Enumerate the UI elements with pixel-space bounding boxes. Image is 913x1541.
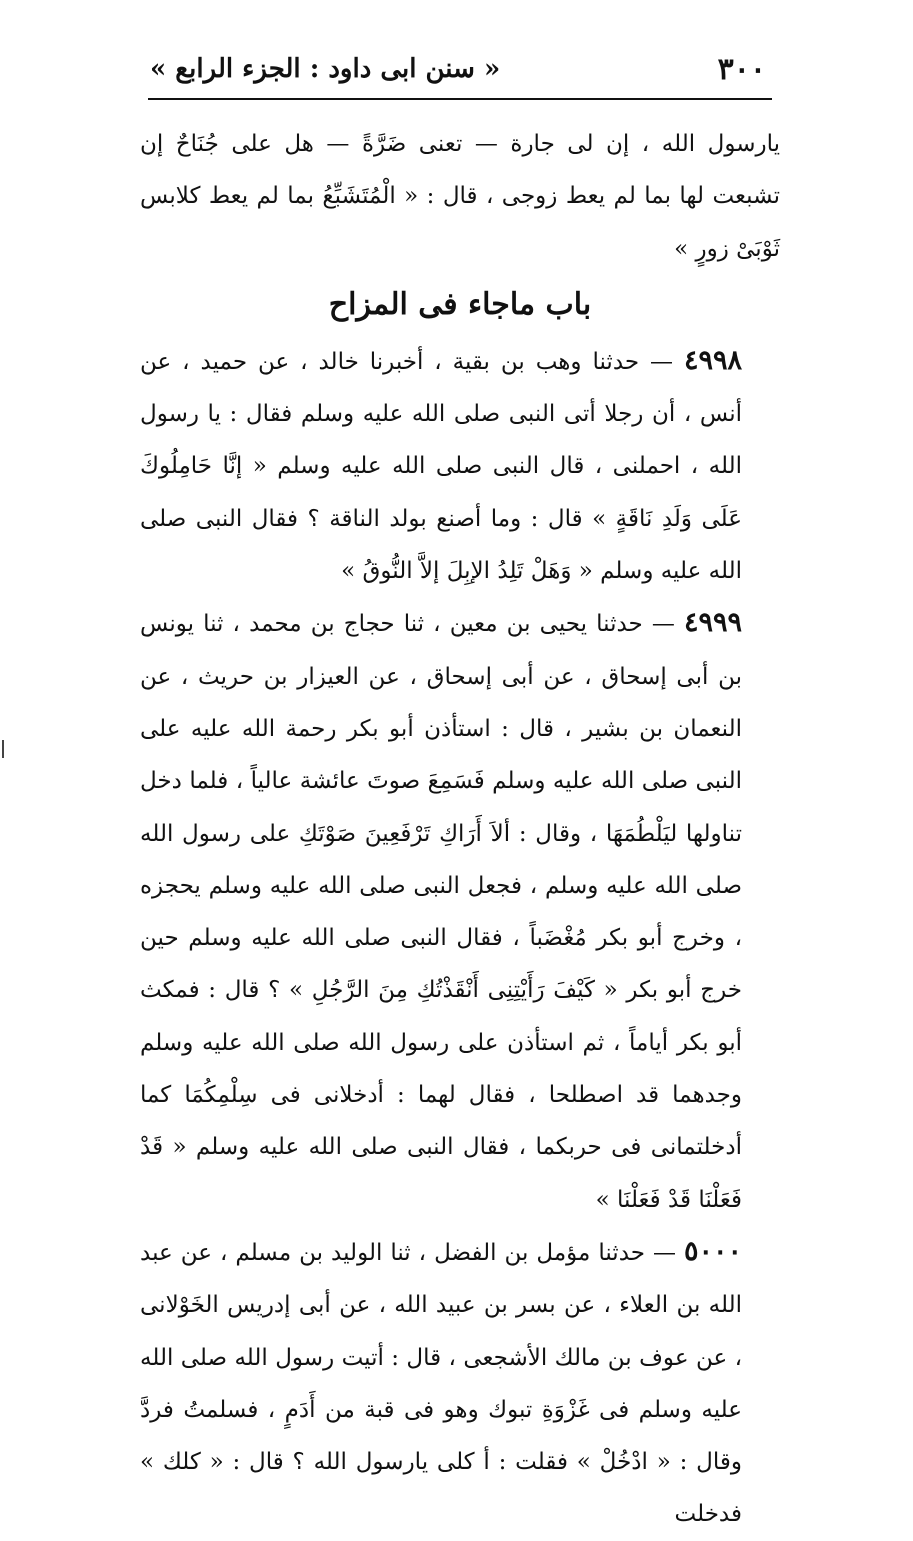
margin-mark: [2, 740, 4, 758]
hadith-text: — حدثنا مؤمل بن الفضل ، ثنا الوليد بن مسلم ، عن عبد الله بن العلاء ، عن بسر بن عبيد الله ، عن أبى إدريس الخَوْلانى ، عن عوف بن مالك الأشجعى ، قال : أتيت رسول الله صلى الله عليه وسلم فى غَزْوَةِ تبوك وهو فى قبة من أَدَمٍ ، فسلمتُ فردَّ وقال : « ادْخُلْ » فقلت : أ كلى يارسول الله ؟ قال : « كلك » فدخلت: [140, 1239, 742, 1528]
hadith-text: — حدثنا وهب بن بقية ، أخبرنا خالد ، عن حميد ، عن أنس ، أن رجلا أتى النبى صلى الله عليه وسلم فقال : يا رسول الله ، احملنى ، قال النبى صلى الله عليه وسلم « إنَّا حَامِلُوكَ عَلَى وَلَدِ نَاقَةٍ » قال : وما أصنع بولد الناقة ؟ فقال النبى صلى الله عليه وسلم « وَهَلْ تَلِدُ الإبِلَ إلاَّ النُّوقُ »: [140, 348, 742, 585]
hadith-paragraph-4998: [140, 335, 780, 597]
header-rule: [148, 98, 772, 100]
chapter-title: باب ماجاء فى المزاح: [328, 286, 592, 322]
hadith-number: ٤٩٩٩: [683, 607, 742, 639]
hadith-number: ٤٩٩٨: [683, 344, 742, 376]
hadith-paragraph-4999: [140, 597, 780, 1226]
hadith-text: — حدثنا يحيى بن معين ، ثنا حجاج بن محمد ، ثنا يونس بن أبى إسحاق ، عن أبى إسحاق ، عن العيزار بن حريث ، عن النعمان بن بشير ، قال : استأذن أبو بكر رحمة الله عليه على النبى صلى الله عليه وسلم فَسَمِعَ صوتَ عائشة عالياً ، فلما دخل تناولها ليَلْطُمَهَا ، وقال : ألاَ أَرَاكِ تَرْفَعِينَ صَوْتَكِ على رسول الله صلى الله عليه وسلم ، فجعل النبى صلى الله عليه وسلم يحجزه ، وخرج أبو بكر مُغْضَباً ، فقال النبى صلى الله عليه وسلم حين خرج أبو بكر « كَيْفَ رَأَيْتِنِى أَنْقَذْتُكِ مِنَ الرَّجُلِ » ؟ قال : فمكث أبو بكر أياماً ، ثم استأذن على رسول الله صلى الله عليه وسلم وجدهما قد اصطلحا ، فقال لهما : أدخلانى فى سِلْمِكُمَا كما أدخلتمانى فى حربكما ، فقال النبى صلى الله عليه وسلم « قَدْ فَعَلْنَا قَدْ فَعَلْنَا »: [140, 611, 743, 1213]
hadith-paragraph-5000: [140, 1226, 780, 1541]
intro-paragraph: يارسول الله ، إن لى جارة — تعنى ضَرَّةً — هل على جُنَاحٌ إن تشبعت لها بما لم يعط زوجى ، قال : « الْمُتَشَبِّعُ بما لم يعط كلابس ثَوْبَىْ زورٍ »: [140, 131, 780, 262]
page-number: ٣٠٠: [717, 51, 766, 87]
running-title: « سنن ابى داود : الجزء الرابع »: [150, 54, 501, 84]
page-body: [140, 118, 780, 1541]
hadith-number: ٥٠٠٠: [683, 1235, 742, 1267]
page-header: [150, 44, 766, 94]
